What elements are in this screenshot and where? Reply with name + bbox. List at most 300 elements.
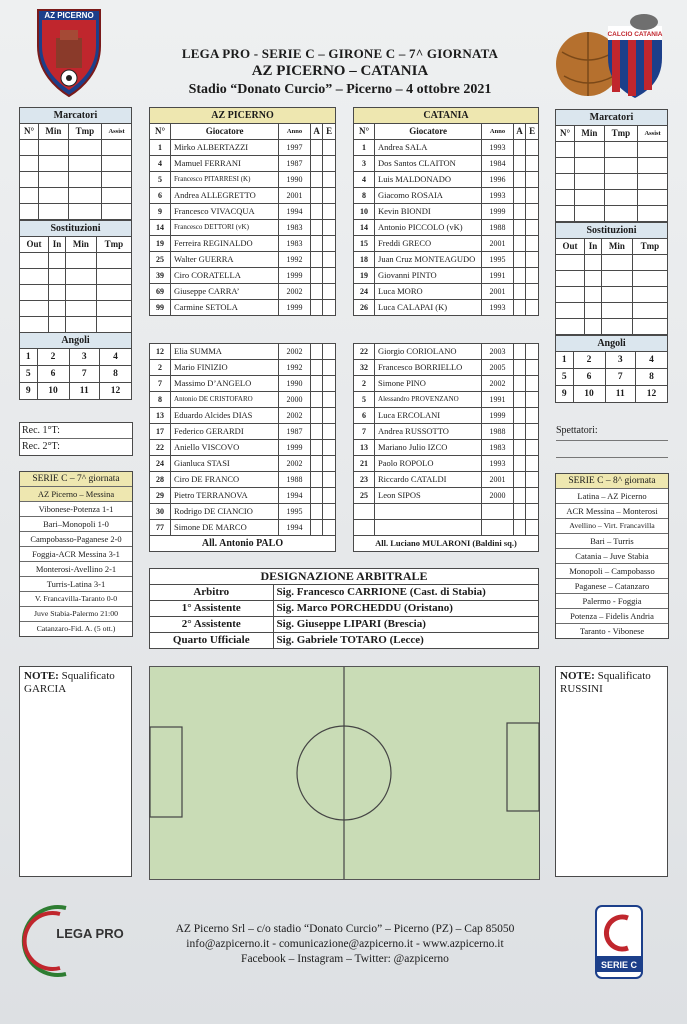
player-espulsione	[323, 172, 336, 188]
player-name: Ciro DE FRANCO	[171, 472, 279, 488]
player-year: 1983	[279, 220, 311, 236]
right-scorer-cell	[575, 174, 604, 190]
result-row: Monterosi-Avellino 2-1	[20, 561, 132, 576]
player-espulsione	[526, 172, 539, 188]
player-name: Gianluca STASI	[171, 456, 279, 472]
left-sub-row	[20, 269, 132, 285]
referee-row	[150, 617, 539, 633]
player-name: Luca ERCOLANI	[375, 408, 482, 424]
player-name: Francesco PITARRESI (K)	[171, 172, 279, 188]
left-subs-table: Sostituzioni Out In Min Tmp	[19, 220, 132, 333]
player-ammonizione	[513, 156, 526, 172]
player-name: Paolo ROPOLO	[375, 456, 482, 472]
home-team-name: AZ PICERNO	[150, 108, 336, 124]
player-espulsione	[323, 156, 336, 172]
player-year: 1991	[482, 392, 514, 408]
right-sub-cell	[584, 271, 601, 287]
player-year: 1988	[482, 220, 514, 236]
results-matchday-7	[19, 471, 133, 637]
player-number: 39	[150, 268, 171, 284]
player-number: 12	[150, 344, 171, 360]
right-scorer-cell	[575, 158, 604, 174]
player-espulsione	[323, 376, 336, 392]
right-sub-cell	[584, 255, 601, 271]
player-year: 1992	[279, 360, 311, 376]
away-sub-row	[354, 392, 539, 408]
corner-number: 5	[556, 369, 574, 386]
right-scorer-cell	[575, 142, 604, 158]
player-ammonizione	[310, 376, 323, 392]
home-starter-row	[150, 268, 336, 284]
player-year: 2000	[482, 488, 514, 504]
player-name: Ciro CORATELLA	[171, 268, 279, 284]
referees-table	[149, 568, 539, 649]
away-starter-row	[354, 172, 539, 188]
corner-number: 10	[573, 386, 605, 403]
player-year: 1983	[482, 440, 514, 456]
player-ammonizione	[310, 392, 323, 408]
player-number: 22	[150, 440, 171, 456]
referee-role: 2° Assistente	[150, 617, 274, 633]
player-ammonizione	[513, 472, 526, 488]
corner-number: 9	[20, 383, 38, 400]
player-name: Antonio PICCOLO (vK)	[375, 220, 482, 236]
left-sub-cell	[20, 253, 49, 269]
left-scorer-cell	[20, 140, 39, 156]
referee-name: Sig. Francesco CARRIONE (Cast. di Stabia)	[273, 585, 538, 601]
player-espulsione	[526, 268, 539, 284]
player-year: 2002	[279, 456, 311, 472]
player-number: 28	[150, 472, 171, 488]
right-scorers-table: Marcatori N° Min Tmp Assist	[555, 109, 668, 222]
corner-number: 1	[20, 349, 38, 366]
result-row: Paganese – Catanzaro	[556, 578, 668, 593]
right-scorer-cell	[556, 190, 575, 206]
home-sub-row	[150, 408, 336, 424]
corner-number: 12	[635, 386, 667, 403]
right-scorer-cell	[604, 190, 638, 206]
right-sub-cell	[556, 287, 585, 303]
player-name	[375, 504, 482, 520]
home-sub-row	[150, 520, 336, 536]
referee-role: Arbitro	[150, 585, 274, 601]
result-row: Taranto - Vibonese	[556, 623, 668, 638]
away-starter-row	[354, 220, 539, 236]
result-row: Catanzaro-Fid. A. (5 ott.)	[20, 621, 132, 636]
rec-first-half: Rec. 1°T:	[20, 423, 132, 439]
player-number: 32	[354, 360, 375, 376]
player-ammonizione	[310, 408, 323, 424]
left-scorer-cell	[20, 188, 39, 204]
home-starter-row	[150, 204, 336, 220]
right-scorer-cell	[556, 158, 575, 174]
corner-number: 7	[69, 366, 99, 383]
player-ammonizione	[513, 440, 526, 456]
player-year: 1993	[482, 456, 514, 472]
player-year: 1993	[482, 188, 514, 204]
referee-row	[150, 585, 539, 601]
home-sub-row	[150, 456, 336, 472]
player-number: 21	[354, 456, 375, 472]
away-starter-row	[354, 284, 539, 300]
corner-number: 1	[556, 352, 574, 369]
player-espulsione	[323, 472, 336, 488]
left-sub-cell	[66, 301, 97, 317]
right-scorer-cell	[638, 142, 668, 158]
player-ammonizione	[513, 376, 526, 392]
corners-row	[556, 352, 668, 369]
left-sub-cell	[96, 253, 131, 269]
player-name: Riccardo CATALDI	[375, 472, 482, 488]
home-sub-row	[150, 392, 336, 408]
player-year: 1999	[482, 408, 514, 424]
left-sub-cell	[66, 269, 97, 285]
right-scorer-cell	[575, 206, 604, 222]
right-sub-cell	[602, 255, 633, 271]
left-sub-cell	[20, 317, 49, 333]
player-year: 1984	[482, 156, 514, 172]
left-scorers-title: Marcatori	[20, 108, 132, 124]
right-sub-cell	[632, 271, 667, 287]
player-ammonizione	[310, 188, 323, 204]
header-line1: LEGA PRO - SERIE C – GIRONE C – 7^ GIORNATA	[181, 46, 499, 61]
right-scorer-cell	[556, 174, 575, 190]
away-starter-row	[354, 204, 539, 220]
home-coach: All. Antonio PALO	[150, 536, 336, 552]
corner-number: 11	[69, 383, 99, 400]
result-row: Catania – Juve Stabia	[556, 548, 668, 563]
player-year: 1999	[482, 204, 514, 220]
player-espulsione	[526, 300, 539, 316]
away-starter-row	[354, 188, 539, 204]
left-sub-cell	[20, 301, 49, 317]
player-year: 1988	[482, 424, 514, 440]
player-number: 13	[354, 440, 375, 456]
player-year: 1993	[482, 140, 514, 156]
player-name	[375, 520, 482, 536]
right-scorer-row	[556, 142, 668, 158]
corners-row	[556, 369, 668, 386]
home-sub-row	[150, 488, 336, 504]
home-starter-row	[150, 236, 336, 252]
corner-number: 6	[37, 366, 69, 383]
player-number: 25	[354, 488, 375, 504]
result-row: Monopoli – Campobasso	[556, 563, 668, 578]
player-ammonizione	[513, 424, 526, 440]
away-subs-table	[353, 343, 539, 552]
player-espulsione	[526, 220, 539, 236]
right-sub-row	[556, 271, 668, 287]
player-espulsione	[526, 456, 539, 472]
result-row: Vibonese-Potenza 1-1	[20, 501, 132, 516]
corner-number: 5	[20, 366, 38, 383]
away-starter-row	[354, 156, 539, 172]
player-espulsione	[526, 376, 539, 392]
player-ammonizione	[513, 236, 526, 252]
away-team-name: CATANIA	[354, 108, 539, 124]
left-scorer-cell	[20, 172, 39, 188]
player-number: 19	[150, 236, 171, 252]
right-scorer-cell	[638, 206, 668, 222]
player-name: Elia SUMMA	[171, 344, 279, 360]
note-right: NOTE: Squalificato RUSSINI	[555, 666, 668, 877]
header-line2: AZ PICERNO – CATANIA	[251, 63, 429, 79]
player-ammonizione	[310, 236, 323, 252]
footer-social: Facebook – Instagram – Twitter: @azpicerno	[241, 953, 449, 965]
result-row: Turris-Latina 3-1	[20, 576, 132, 591]
player-espulsione	[323, 204, 336, 220]
referee-role: Quarto Ufficiale	[150, 633, 274, 649]
away-sub-row	[354, 376, 539, 392]
player-name: Rodrigo DE CIANCIO	[171, 504, 279, 520]
home-subs-table	[149, 343, 336, 552]
serie-c-logo-text: SERIE C	[600, 960, 638, 970]
player-espulsione	[526, 360, 539, 376]
right-sub-cell	[632, 287, 667, 303]
home-starter-row	[150, 156, 336, 172]
left-scorer-cell	[68, 172, 102, 188]
referee-role: 1° Assistente	[150, 601, 274, 617]
player-number: 6	[150, 188, 171, 204]
player-espulsione	[526, 392, 539, 408]
away-sub-row	[354, 440, 539, 456]
away-sub-row	[354, 472, 539, 488]
right-sub-cell	[556, 319, 585, 335]
left-sub-cell	[66, 285, 97, 301]
player-number: 30	[150, 504, 171, 520]
away-sub-row	[354, 424, 539, 440]
away-starter-row	[354, 140, 539, 156]
player-year: 2001	[482, 236, 514, 252]
corners-row	[556, 386, 668, 403]
player-name: Mirko ALBERTAZZI	[171, 140, 279, 156]
right-scorer-cell	[638, 174, 668, 190]
left-sub-row	[20, 301, 132, 317]
left-scorer-cell	[102, 188, 132, 204]
player-year: 1994	[279, 488, 311, 504]
player-espulsione	[323, 424, 336, 440]
player-espulsione	[323, 408, 336, 424]
player-number: 24	[150, 456, 171, 472]
player-espulsione	[323, 360, 336, 376]
spectators-label: Spettatori:	[556, 425, 598, 436]
player-year: 2000	[279, 392, 311, 408]
player-name: Dos Santos CLAITON	[375, 156, 482, 172]
left-sub-cell	[48, 269, 65, 285]
right-sub-cell	[632, 255, 667, 271]
corner-number: 11	[605, 386, 635, 403]
corner-number: 3	[605, 352, 635, 369]
player-name: Juan Cruz MONTEAGUDO	[375, 252, 482, 268]
left-scorer-cell	[102, 140, 132, 156]
player-number: 4	[354, 172, 375, 188]
player-number: 6	[354, 408, 375, 424]
left-sub-row	[20, 253, 132, 269]
player-name: Francesco VIVACQUA	[171, 204, 279, 220]
logo-right-text: CALCIO CATANIA	[607, 31, 663, 38]
right-sub-cell	[584, 303, 601, 319]
away-sub-row	[354, 456, 539, 472]
player-year: 2001	[279, 188, 311, 204]
player-name: Freddi GRECO	[375, 236, 482, 252]
player-year: 2002	[279, 408, 311, 424]
player-espulsione	[323, 344, 336, 360]
player-espulsione	[526, 284, 539, 300]
player-year: 1988	[279, 472, 311, 488]
player-year: 1999	[279, 300, 311, 316]
player-ammonizione	[513, 408, 526, 424]
right-scorer-cell	[604, 206, 638, 222]
player-espulsione	[526, 236, 539, 252]
lega-pro-logo-text: LEGA PRO	[56, 926, 124, 941]
player-espulsione	[323, 392, 336, 408]
home-sub-row	[150, 424, 336, 440]
corners-row	[20, 366, 132, 383]
right-sub-cell	[602, 319, 633, 335]
player-number	[354, 520, 375, 536]
player-year: 2002	[482, 376, 514, 392]
player-name: Luis MALDONADO	[375, 172, 482, 188]
left-scorer-row	[20, 188, 132, 204]
player-name: Alessandro PROVENZANO	[375, 392, 482, 408]
result-row: Campobasso-Paganese 2-0	[20, 531, 132, 546]
player-name: Walter GUERRA	[171, 252, 279, 268]
right-scorer-cell	[638, 190, 668, 206]
rec-second-half: Rec. 2°T:	[22, 441, 60, 452]
player-number: 13	[150, 408, 171, 424]
left-sub-cell	[20, 269, 49, 285]
player-year: 2003	[482, 344, 514, 360]
player-year: 2001	[482, 284, 514, 300]
spectators-line-1	[556, 440, 668, 441]
player-ammonizione	[513, 344, 526, 360]
player-ammonizione	[513, 284, 526, 300]
player-espulsione	[323, 236, 336, 252]
left-scorer-cell	[39, 156, 68, 172]
player-name: Kevin BIONDI	[375, 204, 482, 220]
player-year: 2005	[482, 360, 514, 376]
player-year: 1987	[279, 424, 311, 440]
player-espulsione	[526, 504, 539, 520]
referee-name: Sig. Giuseppe LIPARI (Brescia)	[273, 617, 538, 633]
player-name: Luca CALAPAI (K)	[375, 300, 482, 316]
player-ammonizione	[513, 172, 526, 188]
left-sub-cell	[48, 301, 65, 317]
player-name: Eduardo Alcides DIAS	[171, 408, 279, 424]
away-starter-row	[354, 236, 539, 252]
home-starter-row	[150, 172, 336, 188]
home-team-table: AZ PICERNO N° Giocatore Anno A E 1 Mirko ALBERTAZZI 1997 4 Mamuel FERRANI 1987 5 Francesco PITARRESI (K) 1990 6 Andrea ALLEGRETTO 2001 9 Francesco VIVACQUA 1994 14 Francesco DETTORI (vK) 1983 19 Ferreira REGINALDO 1983 25 Walter GUERRA 1992 39 Ciro CORATELLA 1999 69 Giuseppe CARRA’ 2002 99 Carmine SETOLA 1999	[149, 107, 336, 316]
right-scorer-row	[556, 174, 668, 190]
referee-name: Sig. Marco PORCHEDDU (Oristano)	[273, 601, 538, 617]
player-ammonizione	[310, 360, 323, 376]
player-number: 1	[354, 140, 375, 156]
result-row: Bari–Monopoli 1-0	[20, 516, 132, 531]
left-sub-cell	[66, 317, 97, 333]
left-scorer-cell	[39, 172, 68, 188]
right-scorer-row	[556, 190, 668, 206]
player-number: 10	[354, 204, 375, 220]
home-starter-row	[150, 140, 336, 156]
left-scorer-cell	[20, 156, 39, 172]
player-ammonizione	[310, 300, 323, 316]
player-ammonizione	[310, 488, 323, 504]
player-name: Andrea RUSSOTTO	[375, 424, 482, 440]
result-row: Palermo - Foggia	[556, 593, 668, 608]
corners-row	[20, 349, 132, 366]
left-sub-cell	[66, 253, 97, 269]
left-corners-table: Angoli 1 2 3 4 5 6 7 8 9 10 11 12	[19, 332, 132, 400]
away-sub-row	[354, 488, 539, 504]
right-scorer-cell	[556, 142, 575, 158]
player-year: 2002	[279, 344, 311, 360]
player-espulsione	[323, 456, 336, 472]
result-row: Foggia-ACR Messina 3-1	[20, 546, 132, 561]
corner-number: 6	[573, 369, 605, 386]
player-number: 14	[150, 220, 171, 236]
note-right-name: RUSSINI	[560, 683, 603, 695]
left-scorer-row	[20, 156, 132, 172]
footer-address: AZ Picerno Srl – c/o stadio “Donato Curcio” – Picerno (PZ) – Cap 85050	[175, 923, 515, 935]
player-number: 4	[150, 156, 171, 172]
result-row: Bari – Turris	[556, 533, 668, 548]
player-name: Andrea ALLEGRETTO	[171, 188, 279, 204]
left-sub-cell	[96, 285, 131, 301]
left-scorer-row	[20, 172, 132, 188]
referee-row	[150, 601, 539, 617]
spectators-line-2	[556, 457, 668, 458]
player-ammonizione	[310, 504, 323, 520]
left-scorer-cell	[102, 156, 132, 172]
player-name: Federico GERARDI	[171, 424, 279, 440]
player-number: 7	[150, 376, 171, 392]
home-sub-row	[150, 504, 336, 520]
left-sub-cell	[48, 253, 65, 269]
player-espulsione	[323, 440, 336, 456]
player-espulsione	[526, 472, 539, 488]
left-scorer-cell	[39, 204, 68, 220]
right-sub-row	[556, 287, 668, 303]
player-ammonizione	[513, 392, 526, 408]
player-number: 2	[150, 360, 171, 376]
away-sub-row	[354, 520, 539, 536]
player-name: Ferreira REGINALDO	[171, 236, 279, 252]
left-scorer-row	[20, 140, 132, 156]
player-name: Giorgio CORIOLANO	[375, 344, 482, 360]
player-ammonizione	[310, 344, 323, 360]
player-ammonizione	[513, 360, 526, 376]
player-espulsione	[526, 140, 539, 156]
home-starter-row	[150, 188, 336, 204]
player-ammonizione	[310, 472, 323, 488]
player-number: 23	[354, 472, 375, 488]
note-left: NOTE: Squalificato GARCIA	[19, 666, 132, 877]
player-espulsione	[526, 440, 539, 456]
player-espulsione	[526, 156, 539, 172]
player-year: 1991	[482, 268, 514, 284]
player-espulsione	[323, 504, 336, 520]
left-sub-cell	[96, 269, 131, 285]
left-scorer-cell	[68, 140, 102, 156]
right-sub-cell	[556, 303, 585, 319]
player-name: Francesco DETTORI (vK)	[171, 220, 279, 236]
player-ammonizione	[513, 268, 526, 284]
player-ammonizione	[513, 456, 526, 472]
right-sub-row	[556, 303, 668, 319]
player-name: Carmine SETOLA	[171, 300, 279, 316]
player-year: 1996	[482, 172, 514, 188]
right-subs-table: Sostituzioni Out In Min Tmp	[555, 222, 668, 335]
